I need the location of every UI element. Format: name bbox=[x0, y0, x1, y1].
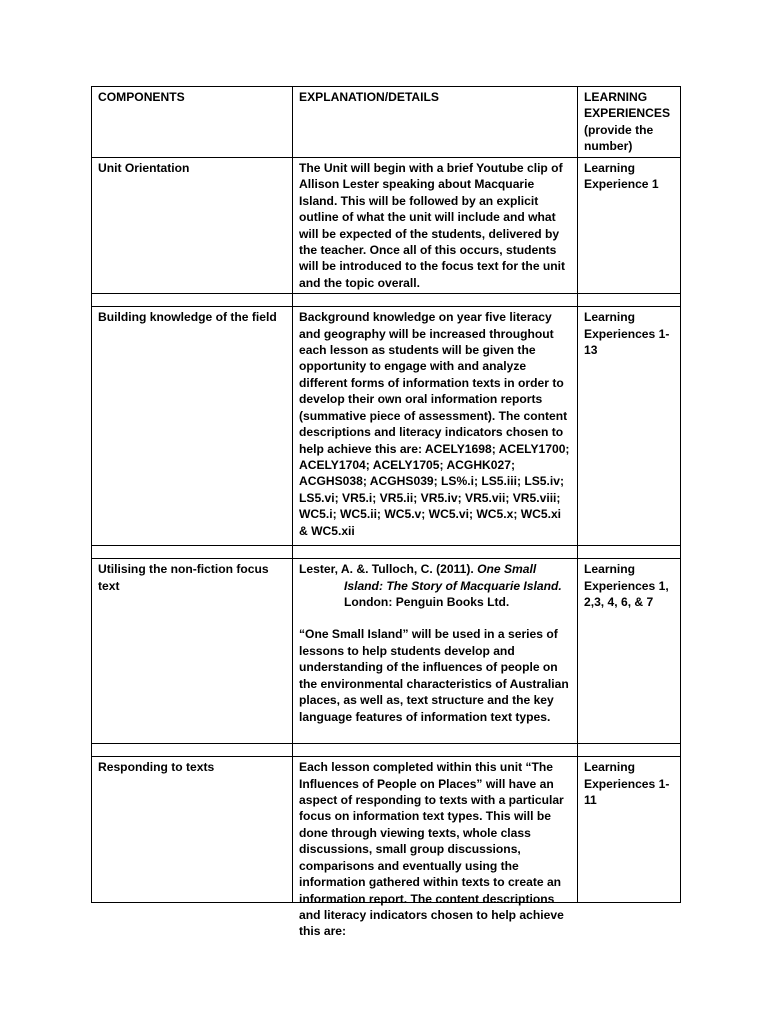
reference-authors: Lester, A. &. Tulloch, C. (2011). bbox=[299, 562, 478, 577]
header-learning-experiences: LEARNING EXPERIENCES (provide the number) bbox=[578, 87, 681, 158]
row-details: Background knowledge on year five literacy and geography will be increased throughout each lesson as students will be given the opportunity to engage with and analyze different forms of information texts in order to develop their own oral information reports (summative piece of assessment). The content descriptions and literacy indicators chosen to help achieve this are: ACELY1698; ACELY1700; ACELY1704; ACELY1705; ACGHK027; ACGHS038; ACGHS039; LS%.i; LS5.iii; LS5.iv; LS5.vi; VR5.i; VR5.ii; VR5.iv; VR5.vii; VR5.viii; WC5.i; WC5.ii; WC5.v; WC5.vi; WC5.x; WC5.xi & WC5.xii bbox=[293, 307, 578, 546]
row-experiences: Learning Experiences 1-11 bbox=[578, 757, 681, 903]
spacer-row bbox=[92, 546, 681, 559]
table-header-row bbox=[92, 87, 681, 158]
reference-title-part2: Island: The Story of Macquarie Island. bbox=[344, 578, 562, 593]
spacer-row bbox=[92, 294, 681, 307]
unit-components-table bbox=[91, 86, 681, 939]
row-experiences: Learning Experiences 1, 2,3, 4, 6, & 7 bbox=[578, 559, 681, 744]
table-row bbox=[92, 757, 681, 903]
row-details: The Unit will begin with a brief Youtube clip of Allison Lester speaking about Macquarie Island. This will be followed by an explicit outline of what the unit will include and what will be expected of the students, delivered by the teacher. Once all of this occurs, students will be introduced to the focus text for the unit and the topic overall. bbox=[293, 158, 578, 294]
row-component: Utilising the non-fiction focus text bbox=[92, 559, 293, 744]
table-row bbox=[92, 158, 681, 294]
focus-text-description: “One Small Island” will be used in a series of lessons to help students develop and understanding of the influences of people on the environmental characteristics of Australian places, as well as, text structure and the key language features of information text types. bbox=[299, 627, 569, 724]
row-details bbox=[293, 757, 578, 939]
row-component: Unit Orientation bbox=[92, 158, 293, 294]
header-components: COMPONENTS bbox=[92, 87, 293, 158]
row-details bbox=[293, 559, 578, 744]
reference-title-part1: One Small bbox=[477, 562, 537, 577]
table-row bbox=[92, 307, 681, 546]
row-component: Building knowledge of the field bbox=[92, 307, 293, 546]
spacer-row bbox=[92, 744, 681, 757]
reference-continuation bbox=[299, 578, 571, 611]
table-row bbox=[92, 559, 681, 744]
row-experiences: Learning Experience 1 bbox=[578, 158, 681, 294]
reference-first-line bbox=[299, 561, 571, 577]
row-experiences: Learning Experiences 1-13 bbox=[578, 307, 681, 546]
header-explanation: EXPLANATION/DETAILS bbox=[293, 87, 578, 158]
row-details-text: Each lesson completed within this unit “The Influences of People on Places” will have an aspect of responding to texts with a particular focus on information text types. This will be done through viewing texts, whole class discussions, small group discussions, comparisons and eventually using the information gathered within texts to create an information report. The content descriptions and literacy indicators chosen to help achieve this are: bbox=[299, 760, 564, 939]
reference-publisher: London: Penguin Books Ltd. bbox=[344, 595, 510, 610]
row-component: Responding to texts bbox=[92, 757, 293, 903]
